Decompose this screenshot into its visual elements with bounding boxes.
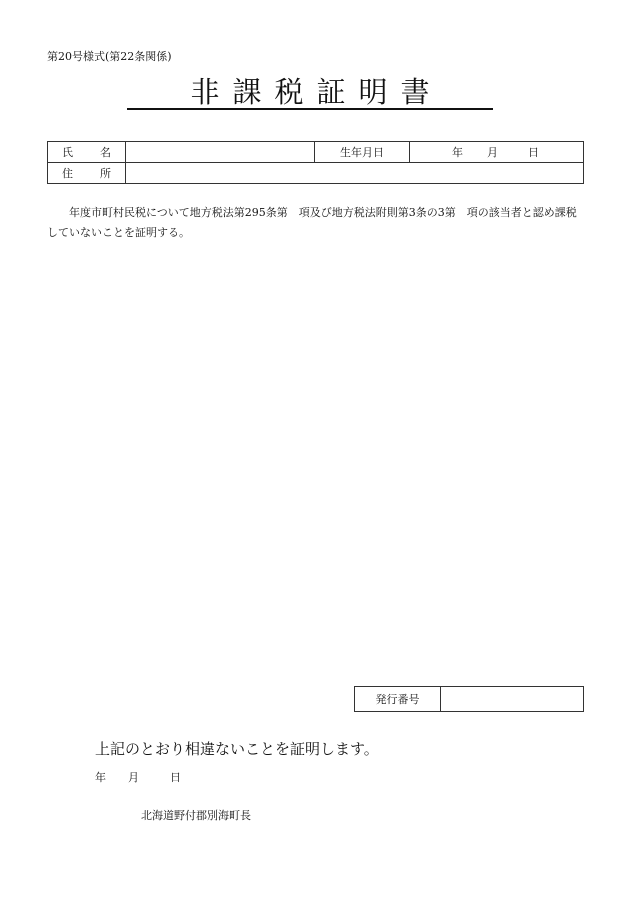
certification-text: 上記のとおり相違ないことを証明します。 (95, 740, 379, 758)
issue-number-label: 発行番号 (355, 687, 441, 712)
birthdate-year-label: 年 (452, 146, 463, 159)
certification-statement: 年度市町村民税について地方税法第295条第 項及び地方税法附則第3条の3第 項の該当者と認め課税していないことを証明する。 (47, 206, 577, 239)
name-field[interactable] (126, 142, 315, 163)
issuer-name: 北海道野付郡別海町長 (141, 809, 251, 822)
name-row (48, 142, 584, 163)
cert-date-month: 月 (128, 771, 139, 784)
birthdate-day-label: 日 (528, 146, 539, 159)
address-field[interactable] (126, 163, 584, 184)
birthdate-field[interactable] (410, 142, 584, 163)
issue-number-field[interactable] (441, 687, 584, 712)
cert-date-year: 年 (95, 771, 106, 784)
address-label: 住 所 (48, 163, 126, 184)
applicant-info-table (47, 141, 584, 184)
birthdate-month-label: 月 (487, 146, 498, 159)
birthdate-label: 生年月日 (315, 142, 410, 163)
name-label: 氏 名 (48, 142, 126, 163)
cert-date-day: 日 (170, 771, 181, 784)
certification-date (95, 769, 181, 785)
address-row (48, 163, 584, 184)
document-title: 非課税証明書 (127, 74, 493, 110)
issue-number-table (354, 686, 584, 712)
form-number: 第20号様式(第22条関係) (47, 50, 172, 63)
